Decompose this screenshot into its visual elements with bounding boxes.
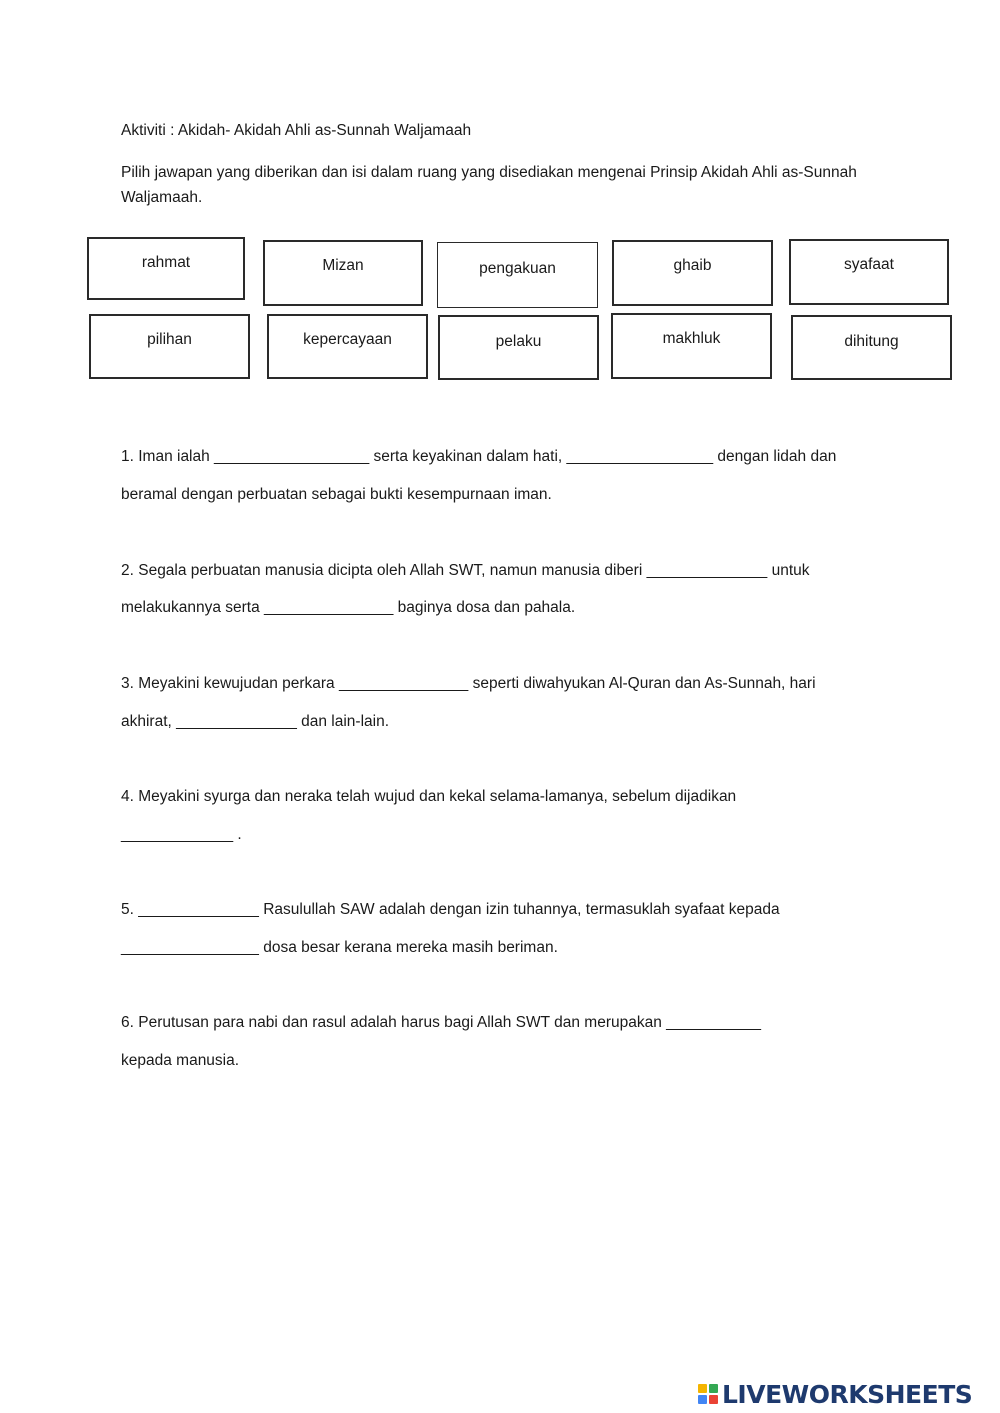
question-6-line-2: kepada manusia. (121, 1052, 240, 1069)
worksheet-title: Aktiviti : Akidah- Akidah Ahli as-Sunnah Waljamaah (121, 122, 472, 139)
logo-squares-icon (698, 1384, 718, 1404)
logo-square-green (709, 1384, 718, 1393)
word-box-mizan[interactable]: Mizan (263, 240, 423, 306)
logo-square-blue (698, 1395, 707, 1404)
question-1-line-1: 1. Iman ialah __________________ serta keyakinan dalam hati, _________________ dengan lidah dan (121, 448, 837, 465)
word-box-pengakuan[interactable]: pengakuan (437, 242, 598, 308)
word-box-pilihan[interactable]: pilihan (89, 314, 250, 379)
question-6-line-1: 6. Perutusan para nabi dan rasul adalah harus bagi Allah SWT dan merupakan ___________ (121, 1014, 761, 1031)
word-box-dihitung[interactable]: dihitung (791, 315, 952, 380)
logo-square-yellow (698, 1384, 707, 1393)
question-4-line-1: 4. Meyakini syurga dan neraka telah wujud dan kekal selama-lamanya, sebelum dijadikan (121, 788, 737, 805)
word-box-syafaat[interactable]: syafaat (789, 239, 949, 305)
question-5-line-1: 5. ______________ Rasulullah SAW adalah dengan izin tuhannya, termasuklah syafaat kepada (121, 901, 780, 918)
word-box-ghaib[interactable]: ghaib (612, 240, 773, 306)
word-box-makhluk[interactable]: makhluk (611, 313, 772, 379)
word-box-rahmat[interactable]: rahmat (87, 237, 245, 300)
liveworksheets-logo (698, 1378, 972, 1410)
question-5-line-2: ________________ dosa besar kerana mereka masih beriman. (121, 939, 558, 956)
question-1-line-2: beramal dengan perbuatan sebagai bukti kesempurnaan iman. (121, 486, 552, 503)
logo-square-red (709, 1395, 718, 1404)
question-2-line-1: 2. Segala perbuatan manusia dicipta oleh Allah SWT, namun manusia diberi ______________ untuk (121, 562, 810, 579)
question-4-line-2: _____________ . (121, 826, 242, 843)
question-2-line-2: melakukannya serta _______________ baginya dosa dan pahala. (121, 599, 576, 616)
question-3-line-1: 3. Meyakini kewujudan perkara _______________ seperti diwahyukan Al-Quran dan As-Sunnah, hari (121, 675, 816, 692)
logo-text: LIVEWORKSHEETS (722, 1379, 973, 1409)
word-box-pelaku[interactable]: pelaku (438, 315, 599, 380)
question-3-line-2: akhirat, ______________ dan lain-lain. (121, 713, 390, 730)
word-box-kepercayaan[interactable]: kepercayaan (267, 314, 428, 379)
instruction-text: Pilih jawapan yang diberikan dan isi dalam ruang yang disediakan mengenai Prinsip Akidah Ahli as-Sunnah Waljamaah. (121, 164, 857, 206)
